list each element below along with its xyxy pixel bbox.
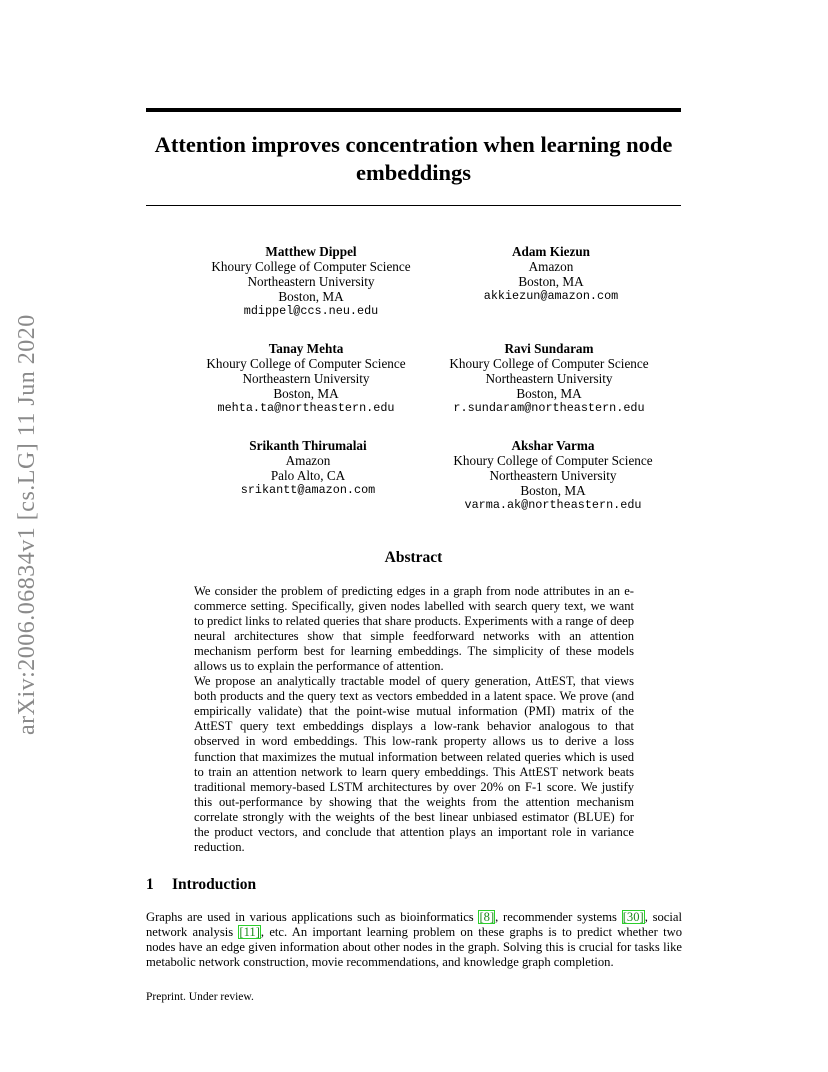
paper-title	[146, 131, 681, 187]
author-email[interactable]: r.sundaram@northeastern.edu	[453, 401, 645, 415]
author-name: Matthew Dippel	[265, 244, 357, 259]
author-institution: Northeastern University	[242, 371, 370, 386]
abstract-heading: Abstract	[384, 549, 443, 566]
introduction-body	[146, 910, 682, 970]
author-block	[433, 438, 673, 513]
author-affiliation: Amazon	[528, 259, 574, 274]
abstract-body	[194, 584, 634, 855]
author-email[interactable]: srikantt@amazon.com	[240, 483, 376, 497]
section-heading	[146, 876, 256, 894]
author-institution: Northeastern University	[489, 468, 617, 483]
citation-link[interactable]: [8]	[479, 910, 495, 924]
author-affiliation: Amazon	[285, 453, 331, 468]
author-location: Boston, MA	[518, 274, 584, 289]
paper-title-line-2: embeddings	[355, 160, 472, 185]
author-email[interactable]: mehta.ta@northeastern.edu	[217, 401, 395, 415]
author-location: Boston, MA	[516, 386, 582, 401]
author-affiliation: Khoury College of Computer Science	[211, 259, 411, 274]
arxiv-identifier: arXiv:2006.06834v1 [cs.LG] 11 Jun 2020	[14, 314, 40, 736]
author-name: Srikanth Thirumalai	[249, 438, 367, 453]
author-email[interactable]: mdippel@ccs.neu.edu	[243, 304, 379, 318]
author-block	[431, 244, 671, 304]
author-institution: Northeastern University	[247, 274, 375, 289]
abstract-paragraph: We propose an analytically tractable model of query generation, AttEST, that views both products and the query text as vectors embedded in a latent space. We prove (and empirically validate) that the point-wise mutual information (PMI) matrix of the AttEST query text embeddings displays a low-rank behavior analogous to that observed in word embeddings. This low-rank property allows us to derive a loss function that maximizes the mutual information between related queries which is used to train an attention network to learn query embeddings. This AttEST network beats traditional memory-based LSTM architectures by over 20% on F-1 score. We justify this out-performance by showing that the weights from the attention mechanism correlate strongly with the weights of the best linear unbiased estimator (BLUE) for the product vectors, and conclude that attention plays an important role in variance reduction.	[194, 674, 634, 854]
intro-text: , recommender systems	[495, 910, 622, 924]
author-institution: Northeastern University	[485, 371, 613, 386]
author-affiliation: Khoury College of Computer Science	[453, 453, 653, 468]
author-name: Akshar Varma	[511, 438, 595, 453]
author-block	[188, 438, 428, 498]
section-title: Introduction	[172, 876, 257, 893]
author-email[interactable]: varma.ak@northeastern.edu	[464, 498, 642, 512]
citation-link[interactable]: [11]	[239, 925, 260, 940]
section-number: 1	[146, 876, 154, 893]
author-affiliation: Khoury College of Computer Science	[449, 356, 649, 371]
author-affiliation: Khoury College of Computer Science	[206, 356, 406, 371]
abstract-paragraph: We consider the problem of predicting edges in a graph from node attributes in an e-commerce setting. Specifically, given nodes labelled with search query text, we want to predict links to related queries that share products. Experiments with a range of deep neural architectures show that simple feedforward networks with an attention mechanism perform best for learning embeddings. The simplicity of these models allows us to explain the performance of attention.	[194, 584, 634, 674]
author-email[interactable]: akkiezun@amazon.com	[483, 289, 619, 303]
author-name: Adam Kiezun	[511, 244, 591, 259]
author-block	[429, 341, 669, 416]
intro-text: , social network analysis	[146, 910, 682, 940]
title-top-rule	[146, 108, 681, 112]
preprint-footer: Preprint. Under review.	[146, 991, 254, 1003]
author-location: Boston, MA	[278, 289, 344, 304]
author-location: Boston, MA	[520, 483, 586, 498]
introduction-paragraph	[146, 910, 682, 970]
author-block	[191, 244, 431, 319]
paper-title-line-1: Attention improves concentration when learning node	[154, 132, 673, 157]
author-block	[186, 341, 426, 416]
citation-link[interactable]: [30]	[622, 910, 644, 924]
author-name: Tanay Mehta	[268, 341, 344, 356]
intro-text: , etc. An important learning problem on these graphs is to predict whether two nodes have an edge given information about other nodes in the graph. Solving this is crucial for tasks like metabolic network construction, movie recommendations, and knowledge graph completion.	[146, 925, 682, 970]
author-location: Boston, MA	[273, 386, 339, 401]
title-bottom-rule	[146, 205, 681, 206]
author-name: Ravi Sundaram	[504, 341, 594, 356]
author-location: Palo Alto, CA	[270, 468, 346, 483]
intro-text: Graphs are used in various applications such as bioinformatics	[146, 910, 479, 924]
